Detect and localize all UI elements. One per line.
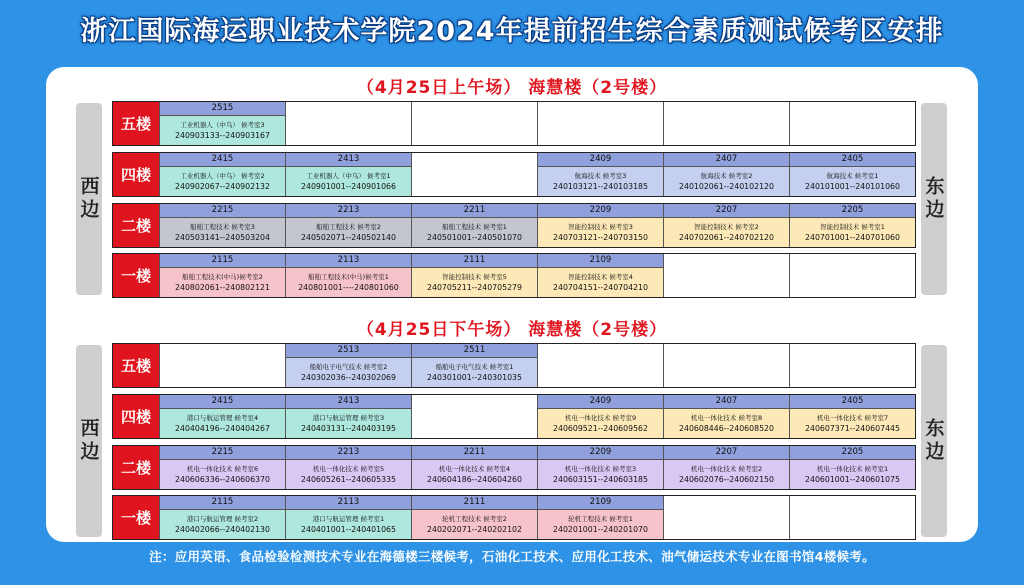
room-number: 2205 bbox=[790, 446, 915, 460]
floor-label: 一楼 bbox=[113, 496, 159, 539]
major-name: 航海技术 候考室2 bbox=[700, 171, 753, 180]
major-name: 船舶工程技术(中马)候考室2 bbox=[182, 272, 263, 281]
room-details bbox=[664, 218, 789, 247]
room-details bbox=[160, 409, 285, 438]
room-cell bbox=[285, 395, 411, 438]
room-details bbox=[664, 167, 789, 196]
room-cell bbox=[285, 496, 411, 539]
major-name: 航海技术 候考室1 bbox=[826, 171, 879, 180]
room-cell bbox=[285, 254, 411, 297]
empty-cell bbox=[789, 102, 915, 145]
room-number: 2205 bbox=[790, 204, 915, 218]
major-name: 轮机工程技术 候考室2 bbox=[442, 514, 507, 523]
empty-cell bbox=[159, 344, 285, 387]
major-name: 港口与航运管理 候考室2 bbox=[186, 514, 259, 523]
room-details bbox=[538, 510, 663, 539]
exam-number-range: 240801001----240801060 bbox=[298, 282, 399, 292]
room-cell bbox=[537, 446, 663, 489]
room-cell bbox=[537, 254, 663, 297]
room-number: 2415 bbox=[160, 395, 285, 409]
major-name: 船舶工程技术(中马)候考室1 bbox=[308, 272, 389, 281]
room-number: 2515 bbox=[160, 102, 285, 116]
room-details bbox=[160, 218, 285, 247]
major-name: 船舶电子电气技术 候考室1 bbox=[435, 362, 514, 371]
empty-cell bbox=[411, 395, 537, 438]
room-number: 2209 bbox=[538, 446, 663, 460]
room-details bbox=[790, 167, 915, 196]
room-details bbox=[412, 510, 537, 539]
room-cell bbox=[663, 395, 789, 438]
room-details bbox=[790, 218, 915, 247]
room-number: 2407 bbox=[664, 153, 789, 167]
exam-number-range: 240901001--240901066 bbox=[301, 181, 396, 191]
room-number: 2115 bbox=[160, 254, 285, 268]
room-details bbox=[160, 167, 285, 196]
empty-cell bbox=[789, 496, 915, 539]
session-title: （4月25日下午场） 海慧楼（2号楼） bbox=[356, 320, 668, 340]
room-cell bbox=[789, 204, 915, 247]
floor-row bbox=[112, 101, 916, 146]
exam-number-range: 240605261--240605335 bbox=[301, 474, 396, 484]
exam-number-range: 240802061--240802121 bbox=[175, 282, 270, 292]
east-side-text: 东边 bbox=[922, 176, 945, 222]
footnote: 注：应用英语、食品检验检测技术专业在海德楼三楼候考，石油化工技术、应用化工技术、油气储运技术专业在图书馆4楼候考。 bbox=[149, 549, 875, 564]
major-name: 智能控制技术 候考室3 bbox=[568, 222, 633, 231]
exam-number-range: 240102061--240102120 bbox=[679, 181, 774, 191]
room-number: 2215 bbox=[160, 446, 285, 460]
major-name: 机电一体化技术 候考室6 bbox=[186, 464, 259, 473]
exam-number-range: 240902067--240902132 bbox=[175, 181, 270, 191]
room-details bbox=[538, 218, 663, 247]
floor-row bbox=[112, 495, 916, 540]
floor-label: 二楼 bbox=[113, 446, 159, 489]
floor-label: 五楼 bbox=[113, 344, 159, 387]
room-cell bbox=[411, 254, 537, 297]
room-cell bbox=[159, 446, 285, 489]
room-number: 2109 bbox=[538, 496, 663, 510]
room-number: 2113 bbox=[286, 254, 411, 268]
room-details bbox=[664, 460, 789, 489]
major-name: 机电一体化技术 候考室3 bbox=[564, 464, 637, 473]
room-cell bbox=[159, 254, 285, 297]
room-number: 2211 bbox=[412, 446, 537, 460]
major-name: 智能控制技术 候考室5 bbox=[442, 272, 507, 281]
exam-number-range: 240301001--240301035 bbox=[427, 372, 522, 382]
exam-number-range: 240201001--240201070 bbox=[553, 524, 648, 534]
major-name: 工业机器人（中乌） 候考室2 bbox=[180, 171, 265, 180]
room-cell bbox=[159, 102, 285, 145]
major-name: 机电一体化技术 候考室1 bbox=[816, 464, 889, 473]
room-details bbox=[664, 409, 789, 438]
room-details bbox=[538, 409, 663, 438]
room-cell bbox=[411, 204, 537, 247]
major-name: 航海技术 候考室3 bbox=[574, 171, 627, 180]
room-cell bbox=[663, 153, 789, 196]
room-cell bbox=[159, 204, 285, 247]
exam-number-range: 240101001--240101060 bbox=[805, 181, 900, 191]
room-number: 2207 bbox=[664, 446, 789, 460]
major-name: 港口与航运管理 候考室3 bbox=[312, 413, 385, 422]
empty-cell bbox=[663, 102, 789, 145]
room-details bbox=[286, 268, 411, 297]
room-number: 2413 bbox=[286, 153, 411, 167]
major-name: 船舶电子电气技术 候考室2 bbox=[309, 362, 388, 371]
exam-number-range: 240302036--240302069 bbox=[301, 372, 396, 382]
empty-cell bbox=[663, 344, 789, 387]
page-title: 浙江国际海运职业技术学院2024年提前招生综合素质测试候考区安排 bbox=[80, 16, 944, 47]
exam-number-range: 240503141--240503204 bbox=[175, 232, 270, 242]
east-side-label bbox=[921, 103, 947, 295]
major-name: 港口与航运管理 候考室4 bbox=[186, 413, 259, 422]
floor-row bbox=[112, 343, 916, 388]
floor-row bbox=[112, 394, 916, 439]
room-number: 2213 bbox=[286, 446, 411, 460]
room-number: 2211 bbox=[412, 204, 537, 218]
major-name: 智能控制技术 候考室4 bbox=[568, 272, 633, 281]
exam-number-range: 240103121--240103185 bbox=[553, 181, 648, 191]
empty-cell bbox=[663, 254, 789, 297]
floor-label: 五楼 bbox=[113, 102, 159, 145]
room-number: 2213 bbox=[286, 204, 411, 218]
room-number: 2115 bbox=[160, 496, 285, 510]
exam-number-range: 240601001--240601075 bbox=[805, 474, 900, 484]
major-name: 机电一体化技术 候考室4 bbox=[438, 464, 511, 473]
room-number: 2109 bbox=[538, 254, 663, 268]
floor-label: 四楼 bbox=[113, 395, 159, 438]
exam-number-range: 240603151--240603185 bbox=[553, 474, 648, 484]
empty-cell bbox=[789, 344, 915, 387]
room-cell bbox=[411, 496, 537, 539]
room-number: 2415 bbox=[160, 153, 285, 167]
major-name: 机电一体化技术 候考室5 bbox=[312, 464, 385, 473]
exam-number-range: 240702061--240702120 bbox=[679, 232, 774, 242]
room-cell bbox=[285, 344, 411, 387]
room-number: 2405 bbox=[790, 395, 915, 409]
room-details bbox=[286, 409, 411, 438]
room-cell bbox=[159, 153, 285, 196]
west-side-label bbox=[76, 103, 102, 295]
floor-label: 二楼 bbox=[113, 204, 159, 247]
exam-number-range: 240202071--240202102 bbox=[427, 524, 522, 534]
west-side-label bbox=[76, 345, 102, 537]
room-cell bbox=[789, 446, 915, 489]
floor-row bbox=[112, 152, 916, 197]
major-name: 智能控制技术 候考室2 bbox=[694, 222, 759, 231]
room-cell bbox=[411, 446, 537, 489]
room-details bbox=[160, 116, 285, 145]
room-details bbox=[286, 167, 411, 196]
major-name: 船舶工程技术 候考室1 bbox=[442, 222, 507, 231]
room-details bbox=[160, 460, 285, 489]
room-number: 2413 bbox=[286, 395, 411, 409]
major-name: 船舶工程技术 候考室3 bbox=[190, 222, 255, 231]
room-cell bbox=[285, 204, 411, 247]
room-number: 2513 bbox=[286, 344, 411, 358]
room-details bbox=[538, 268, 663, 297]
room-number: 2409 bbox=[538, 153, 663, 167]
room-cell bbox=[663, 204, 789, 247]
room-details bbox=[286, 510, 411, 539]
empty-cell bbox=[537, 102, 663, 145]
west-side-text: 西边 bbox=[77, 418, 100, 464]
room-cell bbox=[537, 204, 663, 247]
room-details bbox=[160, 510, 285, 539]
floor-label: 一楼 bbox=[113, 254, 159, 297]
major-name: 机电一体化技术 候考室8 bbox=[690, 413, 763, 422]
exam-number-range: 240401001--240401065 bbox=[301, 524, 396, 534]
exam-number-range: 240703121--240703150 bbox=[553, 232, 648, 242]
exam-number-range: 240609521--240609562 bbox=[553, 423, 648, 433]
major-name: 轮机工程技术 候考室1 bbox=[568, 514, 633, 523]
empty-cell bbox=[411, 153, 537, 196]
room-details bbox=[286, 460, 411, 489]
exam-number-range: 240501001--240501070 bbox=[427, 232, 522, 242]
room-cell bbox=[789, 153, 915, 196]
exam-number-range: 240502071--240502140 bbox=[301, 232, 396, 242]
empty-cell bbox=[789, 254, 915, 297]
room-details bbox=[160, 268, 285, 297]
room-number: 2215 bbox=[160, 204, 285, 218]
empty-cell bbox=[537, 344, 663, 387]
room-details bbox=[412, 358, 537, 387]
empty-cell bbox=[285, 102, 411, 145]
room-number: 2113 bbox=[286, 496, 411, 510]
room-number: 2405 bbox=[790, 153, 915, 167]
room-details bbox=[538, 167, 663, 196]
room-details bbox=[412, 268, 537, 297]
floor-row bbox=[112, 445, 916, 490]
room-cell bbox=[663, 446, 789, 489]
west-side-text: 西边 bbox=[77, 176, 100, 222]
major-name: 船舶工程技术 候考室2 bbox=[316, 222, 381, 231]
major-name: 机电一体化技术 候考室7 bbox=[816, 413, 889, 422]
room-number: 2111 bbox=[412, 254, 537, 268]
east-side-text: 东边 bbox=[922, 418, 945, 464]
room-number: 2111 bbox=[412, 496, 537, 510]
major-name: 智能控制技术 候考室1 bbox=[820, 222, 885, 231]
exam-number-range: 240903133--240903167 bbox=[175, 130, 270, 140]
room-details bbox=[790, 460, 915, 489]
session-title: （4月25日上午场） 海慧楼（2号楼） bbox=[356, 78, 668, 98]
room-number: 2209 bbox=[538, 204, 663, 218]
floor-label: 四楼 bbox=[113, 153, 159, 196]
exam-number-range: 240607371--240607445 bbox=[805, 423, 900, 433]
exam-number-range: 240704151--240704210 bbox=[553, 282, 648, 292]
room-cell bbox=[537, 496, 663, 539]
major-name: 工业机器人（中乌） 候考室3 bbox=[180, 120, 265, 129]
major-name: 港口与航运管理 候考室1 bbox=[312, 514, 385, 523]
empty-cell bbox=[663, 496, 789, 539]
exam-number-range: 240602076--240602150 bbox=[679, 474, 774, 484]
room-cell bbox=[285, 446, 411, 489]
room-cell bbox=[159, 496, 285, 539]
room-cell bbox=[159, 395, 285, 438]
exam-number-range: 240701001--240701060 bbox=[805, 232, 900, 242]
room-cell bbox=[537, 153, 663, 196]
empty-cell bbox=[411, 102, 537, 145]
room-cell bbox=[789, 395, 915, 438]
room-number: 2207 bbox=[664, 204, 789, 218]
major-name: 工业机器人（中乌） 候考室1 bbox=[306, 171, 391, 180]
room-details bbox=[412, 218, 537, 247]
exam-number-range: 240404196--240404267 bbox=[175, 423, 270, 433]
room-number: 2511 bbox=[412, 344, 537, 358]
exam-number-range: 240402066--240402130 bbox=[175, 524, 270, 534]
schedule-panel bbox=[46, 67, 978, 542]
floor-row bbox=[112, 203, 916, 248]
exam-number-range: 240606336--240606370 bbox=[175, 474, 270, 484]
east-side-label bbox=[921, 345, 947, 537]
room-details bbox=[790, 409, 915, 438]
major-name: 机电一体化技术 候考室9 bbox=[564, 413, 637, 422]
floor-row bbox=[112, 253, 916, 298]
room-details bbox=[286, 218, 411, 247]
room-cell bbox=[537, 395, 663, 438]
room-cell bbox=[411, 344, 537, 387]
room-details bbox=[286, 358, 411, 387]
room-details bbox=[412, 460, 537, 489]
exam-number-range: 240604186--240604260 bbox=[427, 474, 522, 484]
major-name: 机电一体化技术 候考室2 bbox=[690, 464, 763, 473]
exam-number-range: 240403131--240403195 bbox=[301, 423, 396, 433]
room-number: 2407 bbox=[664, 395, 789, 409]
room-details bbox=[538, 460, 663, 489]
room-number: 2409 bbox=[538, 395, 663, 409]
exam-number-range: 240705211--240705279 bbox=[427, 282, 522, 292]
room-cell bbox=[285, 153, 411, 196]
exam-number-range: 240608446--240608520 bbox=[679, 423, 774, 433]
